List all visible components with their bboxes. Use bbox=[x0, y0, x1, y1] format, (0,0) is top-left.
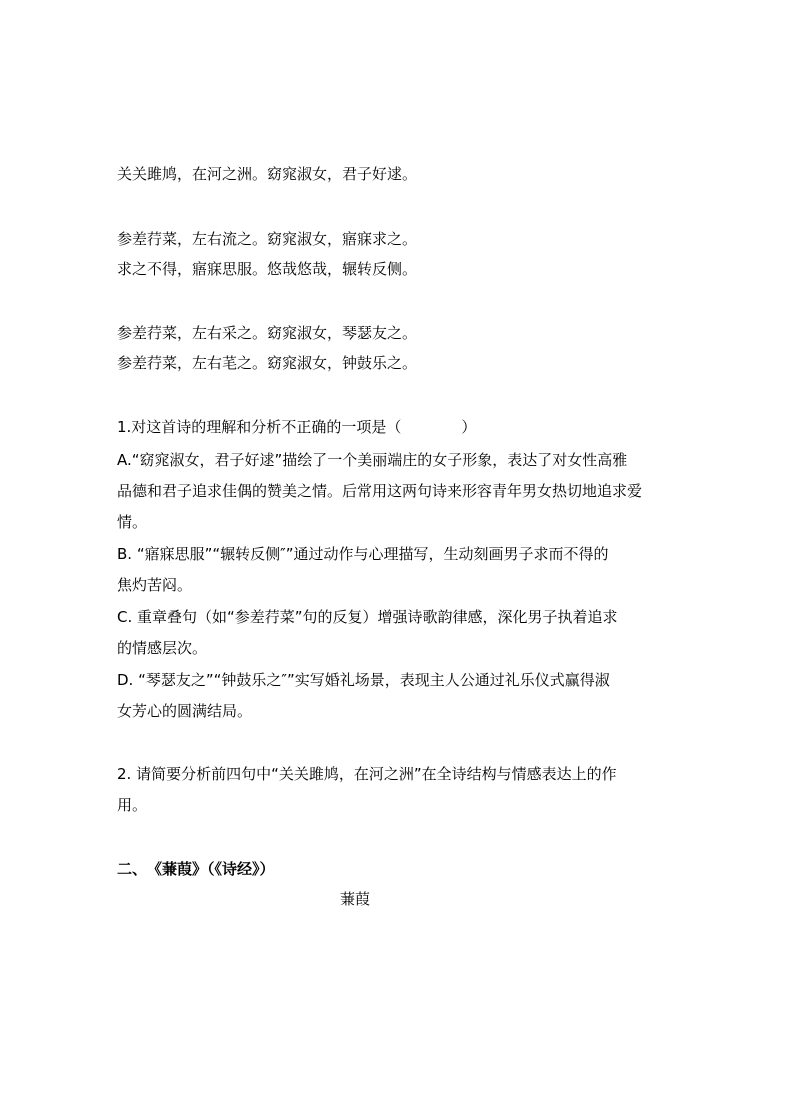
option-b-line: B. “寤寐思服”“辗转反侧″”通过动作与心理描写，生动刻画男子求而不得的 bbox=[117, 545, 609, 563]
poem-line: 求之不得，寤寐思服。悠哉悠哉，辗转反侧。 bbox=[117, 260, 418, 278]
question-2-line: 用。 bbox=[117, 796, 148, 814]
option-a-line: 情。 bbox=[117, 513, 148, 531]
question-2-line: 2. 请简要分析前四句中“关关雎鸠，在河之洲”在全诗结构与情感表达上的作 bbox=[117, 765, 617, 783]
option-c-line: 的情感层次。 bbox=[117, 639, 208, 657]
poem-line: 参差荇菜，左右流之。窈窕淑女，寤寐求之。 bbox=[117, 230, 418, 248]
question-1-stem: 1.对这首诗的理解和分析不正确的一项是（ ） bbox=[117, 418, 477, 436]
option-d-line: 女芳心的圆满结局。 bbox=[117, 702, 253, 720]
option-d-line: D. “琴瑟友之”“钟鼓乐之″”实写婚礼场景，表现主人公通过礼乐仪式赢得淑 bbox=[117, 671, 610, 689]
option-a-line: A.“窈窕淑女，君子好逑”描绘了一个美丽端庄的女子形象，表达了对女性高雅 bbox=[117, 451, 628, 469]
option-c-line: C. 重章叠句（如“参差荇菜”句的反复）增强诗歌韵律感，深化男子执着追求 bbox=[117, 608, 618, 626]
option-a-line: 品德和君子追求佳偶的赞美之情。后常用这两句诗来形容青年男女热切地追求爱 bbox=[117, 482, 643, 500]
option-b-line: 焦灼苦闷。 bbox=[117, 576, 193, 594]
poem-line: 参差荇菜，左右采之。窈窕淑女，琴瑟友之。 bbox=[117, 324, 418, 342]
poem-line: 参差荇菜，左右芼之。窈窕淑女，钟鼓乐之。 bbox=[117, 354, 418, 372]
section-heading: 二、 《蒹葭》（《诗经》） bbox=[117, 860, 275, 878]
poem-title: 蒹葭 bbox=[339, 890, 370, 908]
poem-line: 关关雎鸠，在河之洲。窈窕淑女，君子好逑。 bbox=[117, 165, 418, 183]
